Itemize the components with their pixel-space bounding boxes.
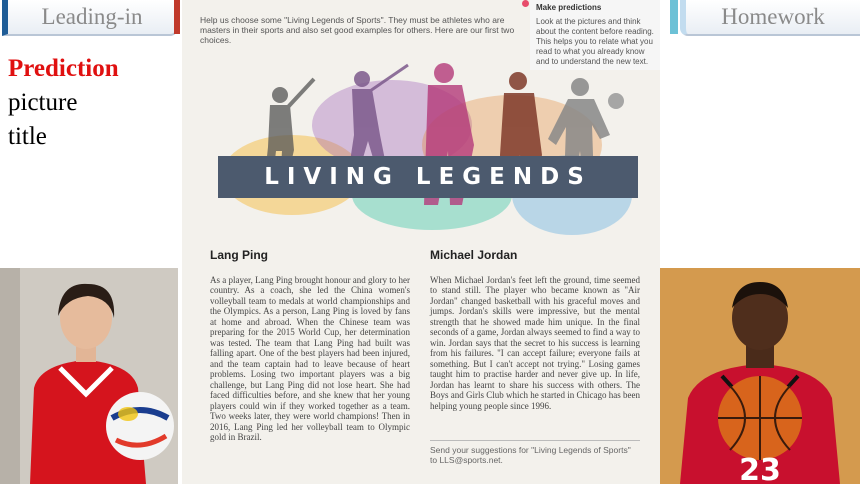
lang-ping-body: As a player, Lang Ping brought honour and glory to her country. As a coach, she led the China women's volleyball team to medals at world championships and the Olympics. As a person, Lang Ping is loved by fans at home and abroad. When the Chinese team was preparing for the 2015 World Cup, her determination was tested. The team that Lang Ping had built was falling apart. One of the best players had been injured, and the team captain had to leave because of heart problems. Losing two important players was a big challenge, but Lang Ping did not lose heart. She had faced difficulties before, and she knew that her young players could win if they worked together as a team. Two weeks later, they were world champions! Then in 2016, Lang Ping led her volleyball team to Olympic gold in Brazil. xyxy=(210,274,410,442)
prediction-item-picture: picture xyxy=(8,89,78,116)
lang-ping-photo xyxy=(0,268,178,484)
lang-ping-article xyxy=(210,250,410,443)
tab-leading-in-label: Leading-in xyxy=(41,4,143,29)
predictions-body: Look at the pictures and think about the content before reading. This helps you to relate what you read to what you already know and to understand the new text. xyxy=(536,17,654,66)
tab-homework[interactable] xyxy=(680,0,860,36)
tab-divider-cyan xyxy=(670,0,678,34)
predict-marker-icon xyxy=(522,0,529,7)
athletes-silhouette-illustration xyxy=(212,55,632,245)
intro-text: Help us choose some "Living Legends of Sports". They must be athletes who are masters in their sports and also set good examples for others. Here are our first two choices. xyxy=(200,15,515,45)
prediction-item-title: title xyxy=(8,123,47,150)
svg-text:23: 23 xyxy=(739,453,781,484)
michael-jordan-heading: Michael Jordan xyxy=(430,248,518,262)
tab-leading-in[interactable] xyxy=(2,0,178,36)
lang-ping-heading: Lang Ping xyxy=(210,248,268,262)
tab-homework-label: Homework xyxy=(721,4,825,29)
tab-divider-red xyxy=(174,0,180,34)
michael-jordan-photo xyxy=(660,268,860,484)
textbook-page xyxy=(182,0,660,484)
michael-jordan-article xyxy=(430,250,640,411)
michael-jordan-body: When Michael Jordan's feet left the ground, time seemed to stand still. The player who became known as "Air Jordan" changed basketball with his graceful moves and jumps. Jordan's skills were impressive, but the mental strength that he showed made him unique. In the final seconds of a game, Jordan always seemed to find a way to win. Jordan says that the secret to his success is learning from his failures. "I can accept failure; everyone fails at something. But I can't accept not trying." Losing games taught him to practise harder and never give up. In life, Jordan has learnt to share his success with others. The Boys and Girls Club which he started in Chicago has been helping young people since 1996. xyxy=(430,274,640,411)
prediction-heading: Prediction xyxy=(8,55,119,82)
predictions-title: Make predictions xyxy=(536,3,602,12)
suggestions-footer-note: Send your suggestions for "Living Legends of Sports" to LLS@sports.net. xyxy=(430,440,640,465)
living-legends-banner: LIVING LEGENDS xyxy=(218,156,638,198)
